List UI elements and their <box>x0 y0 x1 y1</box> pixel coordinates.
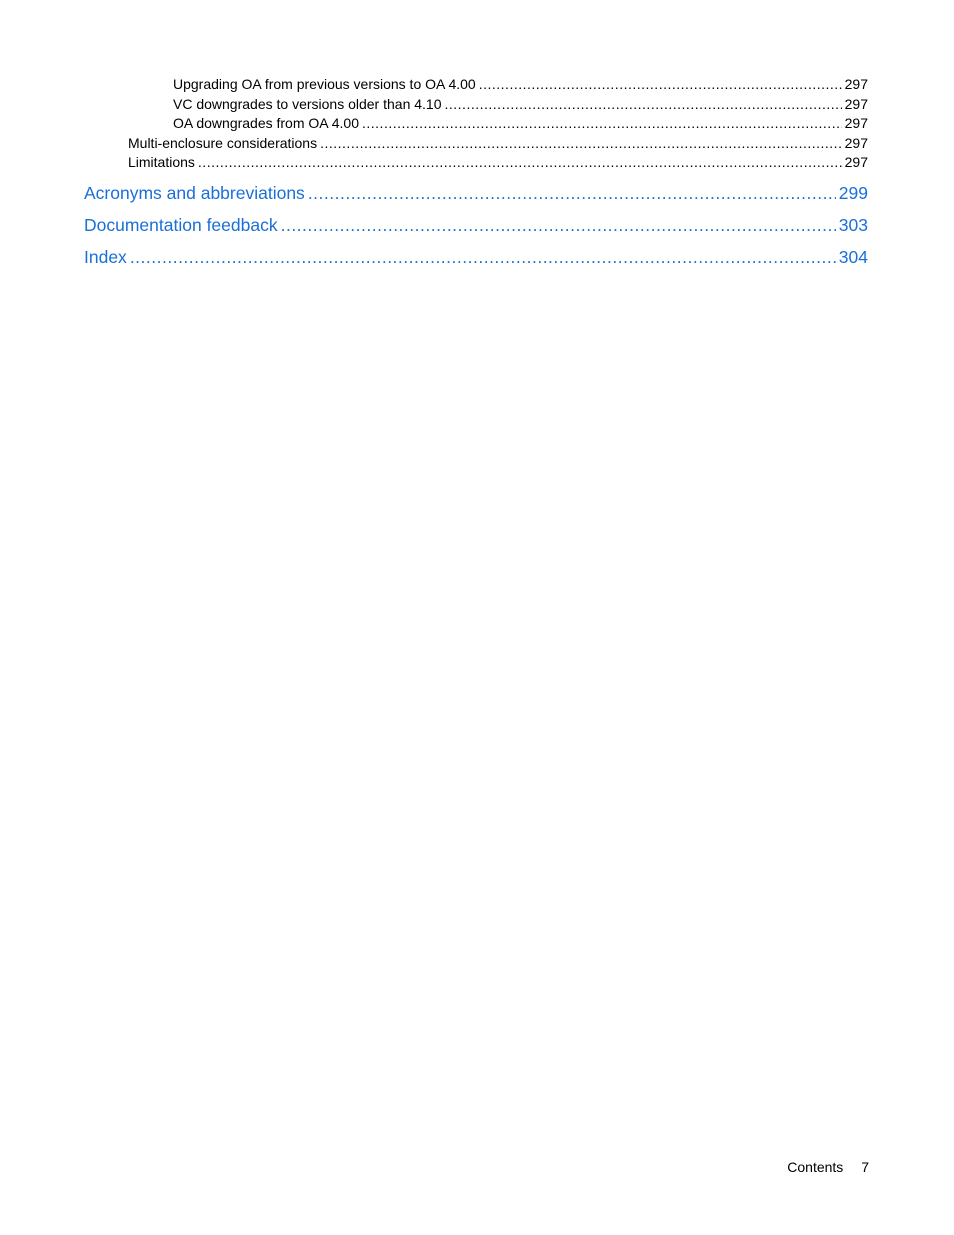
toc-entry-page: 297 <box>844 96 868 112</box>
toc-entry-label: Upgrading OA from previous versions to OA 4.00 <box>173 76 476 92</box>
toc-entry-label: Index <box>84 247 127 267</box>
dot-leader <box>281 214 836 236</box>
dot-leader <box>320 134 842 152</box>
toc-entry-multi-enclosure[interactable] <box>128 134 868 152</box>
dot-leader <box>308 182 836 204</box>
toc-entry-page: 303 <box>838 215 868 235</box>
toc-link-acronyms[interactable] <box>84 182 868 204</box>
dot-leader <box>479 75 842 93</box>
page-footer <box>787 1158 869 1176</box>
dot-leader <box>445 95 842 113</box>
toc-entry-label: VC downgrades to versions older than 4.10 <box>173 96 442 112</box>
toc-link-index[interactable] <box>84 246 868 268</box>
toc-entry-label: Documentation feedback <box>84 215 278 235</box>
toc-entry-label: Multi-enclosure considerations <box>128 135 318 151</box>
toc-link-documentation-feedback[interactable] <box>84 214 868 236</box>
toc-entry-upgrading-oa[interactable] <box>173 75 868 93</box>
toc-entry-page: 297 <box>844 135 868 151</box>
toc-entry-vc-downgrades[interactable] <box>173 95 868 113</box>
dot-leader <box>362 114 842 132</box>
toc-entry-page: 297 <box>844 76 868 92</box>
toc-entry-oa-downgrades[interactable] <box>173 114 868 132</box>
toc-entry-label: OA downgrades from OA 4.00 <box>173 115 359 131</box>
footer-section-label: Contents <box>787 1159 844 1175</box>
toc-entry-label: Acronyms and abbreviations <box>84 183 305 203</box>
dot-leader <box>198 153 842 171</box>
toc-entry-page: 297 <box>844 154 868 170</box>
dot-leader <box>130 246 836 268</box>
toc-entry-page: 304 <box>838 247 868 267</box>
footer-page-number: 7 <box>861 1159 869 1175</box>
toc-entry-limitations[interactable] <box>128 153 868 171</box>
toc-entry-page: 297 <box>844 115 868 131</box>
toc-entry-label: Limitations <box>128 154 195 170</box>
toc-entry-page: 299 <box>838 183 868 203</box>
